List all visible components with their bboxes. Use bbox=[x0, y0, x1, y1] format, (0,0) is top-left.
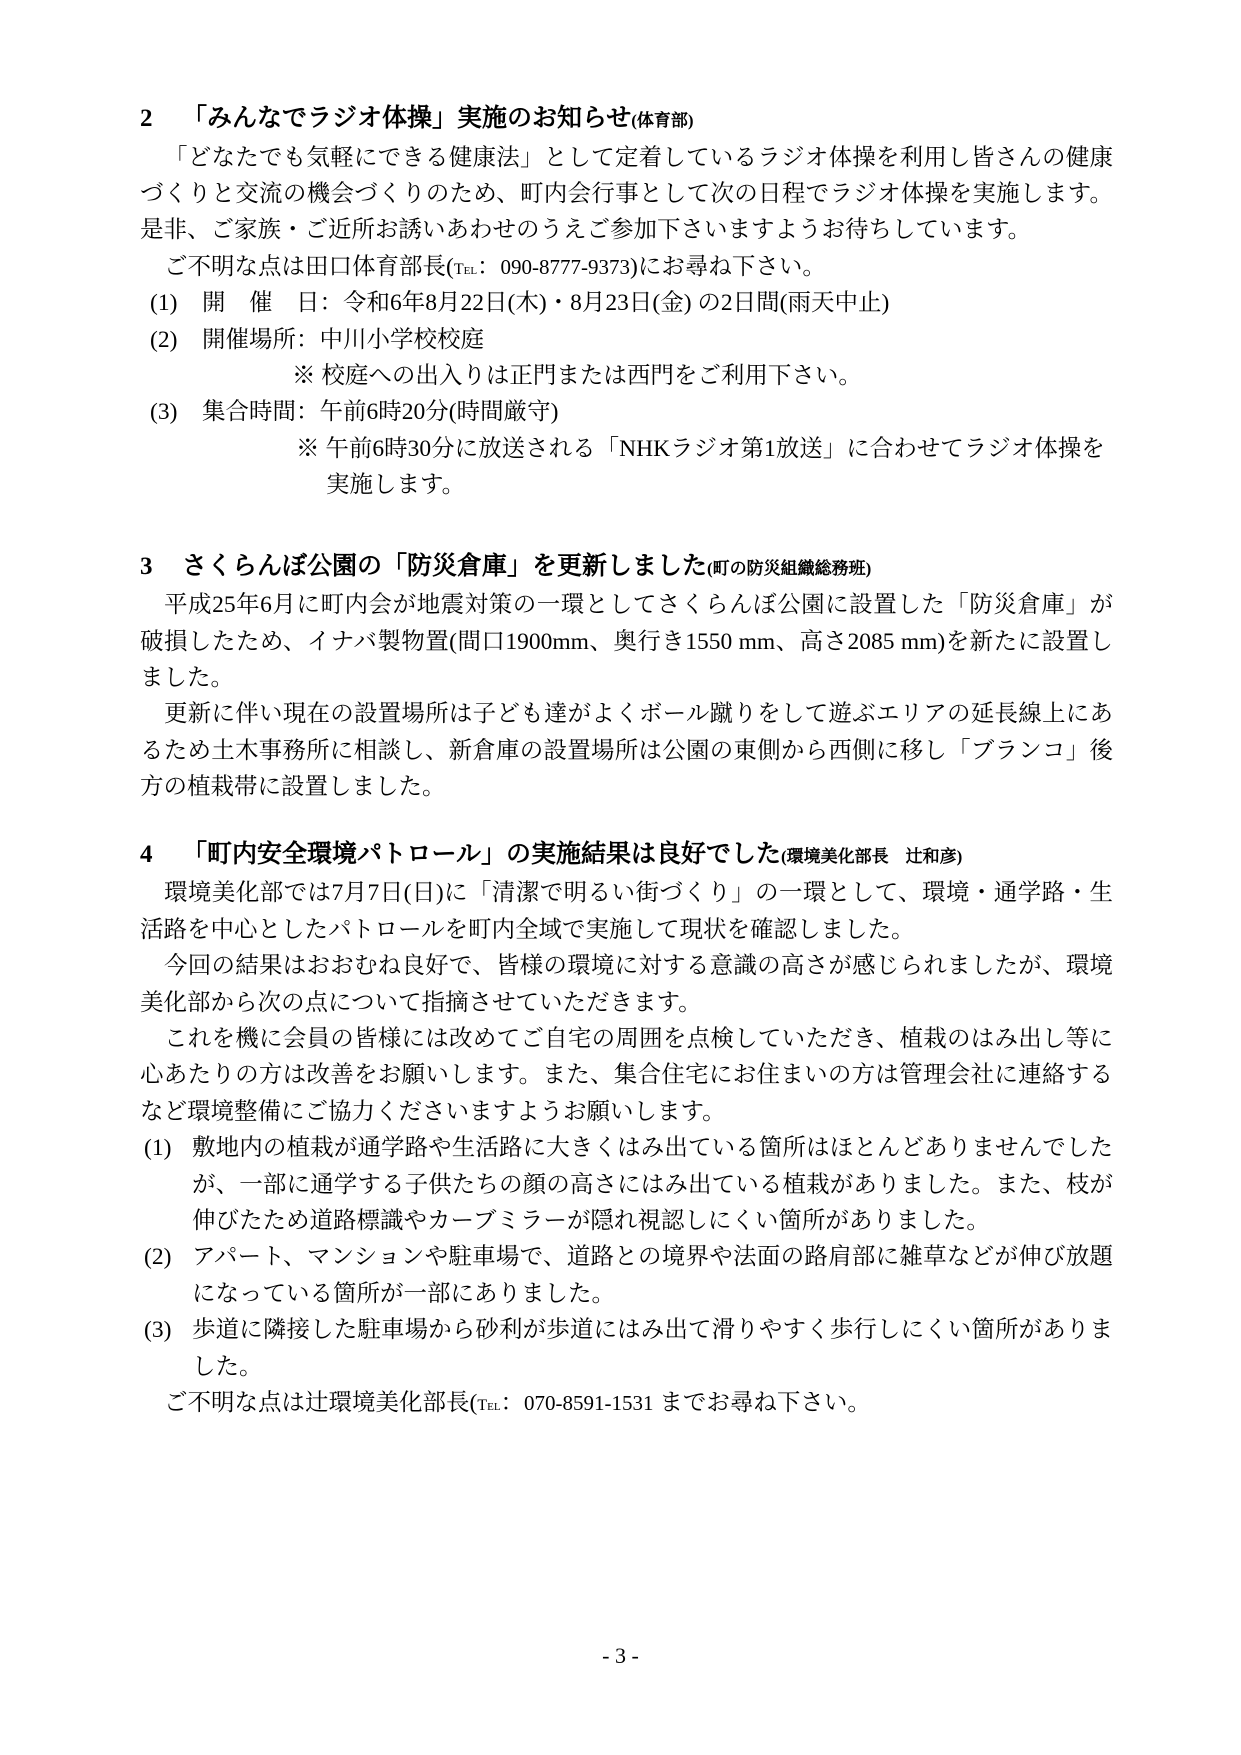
tel-separator: ： bbox=[500, 1390, 525, 1417]
contact-prefix: ご不明な点は田口体育部長 bbox=[164, 253, 446, 280]
contact-suffix: までお尋ね下さい。 bbox=[659, 1390, 871, 1417]
list-item-marker: (1) bbox=[144, 1135, 172, 1162]
list-item-text: 開 催 日：令和6年8月22日(木)・8月23日(金) の2日間(雨天中止) bbox=[202, 290, 890, 317]
list-item-marker: (1) bbox=[150, 290, 178, 317]
section-4-contact-line: ご不明な点は辻環境美化部長(Tel：070-8591-1531 までお尋ね下さい。 bbox=[164, 1390, 871, 1417]
list-item-text: 集合時間：午前6時20分(時間厳守) bbox=[202, 399, 559, 426]
section-2 bbox=[140, 100, 1113, 504]
tel-separator: ： bbox=[477, 253, 501, 280]
tel-label: Tel bbox=[477, 1397, 501, 1415]
section-4-heading bbox=[140, 836, 1113, 874]
section-4-paragraph-2: 今回の結果はおおむね良好で、皆様の環境に対する意識の高さが感じられましたが、環境美化部から次の点について指摘させていただきます。 bbox=[140, 953, 1113, 1016]
contact-suffix: にお尋ね下さい。 bbox=[637, 253, 826, 280]
list-item bbox=[140, 1130, 1113, 1239]
section-2-title-suffix: (体育部) bbox=[631, 111, 694, 130]
section-3-paragraph-1: 平成25年6月に町内会が地震対策の一環としてさくらんぼ公園に設置した「防災倉庫」が破損したため、イナバ製物置(間口1900mm、奥行き1550 mm、高さ2085 mm)を新たに設置しました。 bbox=[140, 592, 1113, 692]
list-item-marker: (3) bbox=[150, 399, 178, 426]
section-2-note-broadcast: ※ 午前6時30分に放送される「NHKラジオ第1放送」に合わせてラジオ体操を実施します。 bbox=[296, 435, 1105, 499]
section-2-heading bbox=[140, 100, 1113, 138]
section-2-contact-line: ご不明な点は田口体育部長(Tel：090-8777-9373)にお尋ね下さい。 bbox=[164, 253, 826, 280]
list-item bbox=[140, 322, 1113, 358]
list-item bbox=[140, 1239, 1113, 1312]
section-2-title: 「みんなでラジオ体操」実施のお知らせ bbox=[182, 105, 632, 132]
tel-label: Tel bbox=[453, 260, 478, 278]
section-3-number: 3 bbox=[140, 552, 153, 580]
section-2-number: 2 bbox=[140, 105, 153, 132]
list-item bbox=[140, 394, 1113, 430]
section-3-paragraph-2: 更新に伴い現在の設置場所は子ども達がよくボール蹴りをして遊ぶエリアの延長線上にあるため土木事務所に相談し、新倉庫の設置場所は公園の東側から西側に移し「ブランコ」後方の植栽帯に設置しました。 bbox=[140, 701, 1113, 801]
section-4 bbox=[140, 836, 1113, 1422]
spacer bbox=[140, 504, 1113, 548]
tel-number: 070-8591-1531 bbox=[524, 1391, 654, 1416]
section-3-title: さくらんぼ公園の「防災倉庫」を更新しました bbox=[182, 552, 708, 580]
list-item-marker: (2) bbox=[150, 326, 178, 353]
section-4-item-list bbox=[140, 1130, 1113, 1385]
list-item-marker: (2) bbox=[144, 1244, 172, 1271]
section-4-paragraph-1: 環境美化部では7月7日(日)に「清潔で明るい街づくり」の一環として、環境・通学路・生活路を中心としたパトロールを町内全域で実施して現状を確認しました。 bbox=[140, 880, 1113, 943]
section-3-title-suffix: (町の防災組織総務班) bbox=[707, 558, 872, 578]
section-4-title: 「町内安全環境パトロール」の実施結果は良好でした bbox=[182, 840, 782, 868]
section-2-note-venue: ※ 校庭への出入りは正門または西門をご利用下さい。 bbox=[292, 363, 862, 390]
list-item bbox=[140, 285, 1113, 321]
spacer bbox=[140, 806, 1113, 836]
page-number: - 3 - bbox=[602, 1643, 639, 1668]
section-4-title-suffix: (環境美化部長 辻和彦) bbox=[781, 846, 963, 866]
section-3 bbox=[140, 548, 1113, 806]
tel-number: 090-8777-9373 bbox=[500, 254, 631, 279]
list-item-text: 敷地内の植栽が通学路や生活路に大きくはみ出ている箇所はほとんどありませんでしたが、一部に通学する子供たちの顔の高さにはみ出ている植栽がありました。また、枝が伸びたため道路標識やカーブミラーが隠れ視認しにくい箇所がありました。 bbox=[192, 1135, 1113, 1235]
contact-prefix: ご不明な点は辻環境美化部長 bbox=[164, 1390, 470, 1417]
section-3-heading bbox=[140, 548, 1113, 586]
section-4-number: 4 bbox=[140, 840, 153, 868]
list-item-text: アパート、マンションや駐車場で、道路との境界や法面の路肩部に雑草などが伸び放題になっている箇所が一部にありました。 bbox=[192, 1244, 1113, 1307]
section-2-item-list bbox=[140, 285, 1113, 358]
list-item-text: 歩道に隣接した駐車場から砂利が歩道にはみ出て滑りやすく歩行しにくい箇所がありました。 bbox=[192, 1317, 1113, 1380]
section-4-paragraph-3: これを機に会員の皆様には改めてご自宅の周囲を点検していただき、植栽のはみ出し等に心あたりの方は改善をお願いします。また、集合住宅にお住まいの方は管理会社に連絡するなど環境整備にご協力くださいますようお願いします。 bbox=[140, 1025, 1113, 1125]
list-item-text: 開催場所：中川小学校校庭 bbox=[202, 326, 484, 353]
section-2-item-list-2 bbox=[140, 394, 1113, 430]
list-item bbox=[140, 1312, 1113, 1385]
list-item-marker: (3) bbox=[144, 1317, 172, 1344]
section-2-paragraph-1: 「どなたでも気軽にできる健康法」として定着しているラジオ体操を利用し皆さんの健康づくりと交流の機会づくりのため、町内会行事として次の日程でラジオ体操を実施します。是非、ご家族・ご近所お誘いあわせのうえご参加下さいますようお待ちしています。 bbox=[140, 144, 1113, 244]
